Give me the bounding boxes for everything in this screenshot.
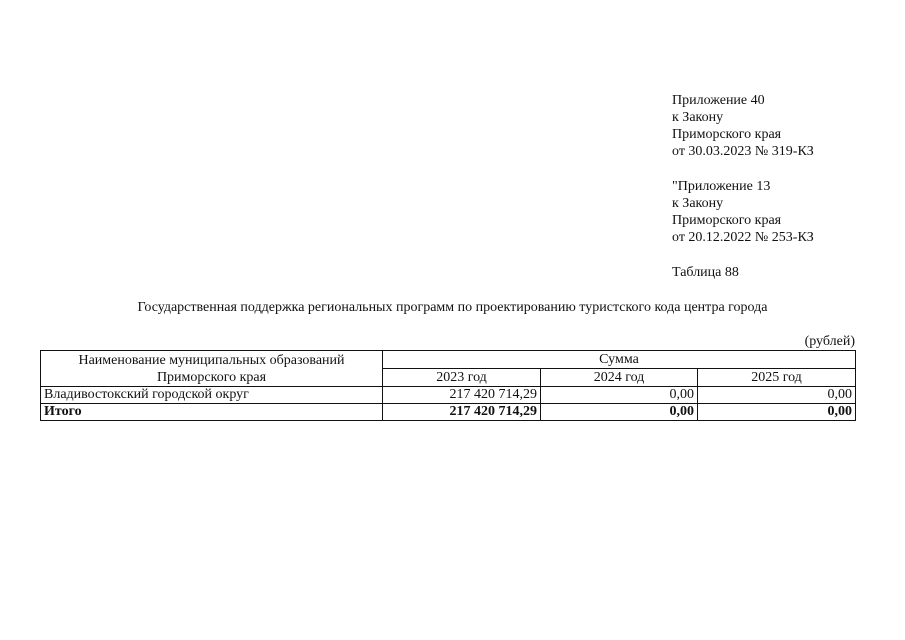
table-number: Таблица 88 <box>672 265 739 280</box>
municipality-header-line-1: Наименование муниципальных образований <box>78 352 345 368</box>
total-value-2023: 217 420 714,29 <box>383 404 541 421</box>
total-label: Итого <box>41 404 383 421</box>
appendix-main-line-2: к Закону <box>672 110 724 125</box>
table-header-row-1 <box>41 351 856 369</box>
table-row <box>41 387 856 404</box>
appendix-main-reference <box>672 92 814 160</box>
appendix-prior-line-4: от 20.12.2022 № 253-КЗ <box>672 230 814 245</box>
year-header-2025: 2025 год <box>698 369 856 387</box>
year-header-2024: 2024 год <box>541 369 698 387</box>
appendix-prior-line-3: Приморского края <box>672 213 782 228</box>
row-municipality-name: Владивостокский городской округ <box>41 387 383 404</box>
budget-table <box>40 350 856 421</box>
municipality-column-header <box>41 351 383 387</box>
year-header-2023: 2023 год <box>383 369 541 387</box>
municipality-header-line-2: Приморского края <box>156 369 267 385</box>
total-row <box>41 404 856 421</box>
row-value-2025: 0,00 <box>698 387 856 404</box>
row-value-2024: 0,00 <box>541 387 698 404</box>
appendix-main-line-4: от 30.03.2023 № 319-КЗ <box>672 144 814 159</box>
row-value-2023: 217 420 714,29 <box>383 387 541 404</box>
document-title: Государственная поддержка региональных программ по проектированию туристского кода центра города <box>137 300 768 315</box>
total-value-2024: 0,00 <box>541 404 698 421</box>
appendix-prior-reference <box>672 178 814 246</box>
appendix-prior-line-1: "Приложение 13 <box>672 179 771 194</box>
appendix-prior-line-2: к Закону <box>672 196 724 211</box>
currency-unit-label: (рублей) <box>804 334 855 349</box>
total-value-2025: 0,00 <box>698 404 856 421</box>
sum-column-header: Сумма <box>383 351 856 369</box>
appendix-main-line-3: Приморского края <box>672 127 782 142</box>
appendix-main-line-1: Приложение 40 <box>672 93 765 108</box>
